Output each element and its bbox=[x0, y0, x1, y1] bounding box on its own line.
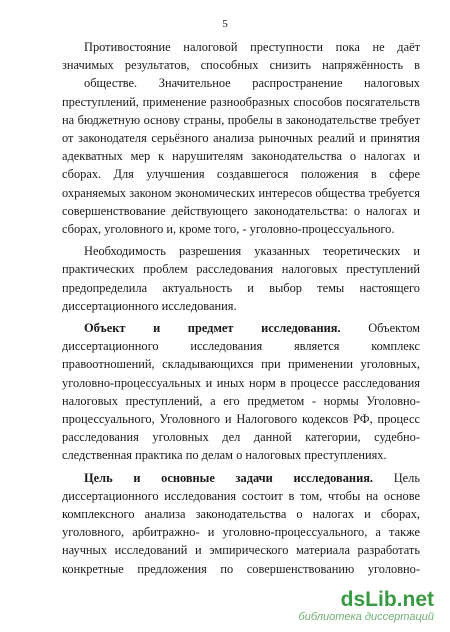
text-line: охраняемых законом экономических интересов общества требуется bbox=[62, 185, 420, 200]
text-line: диссертационного исследования состоит в том, чтобы на основе bbox=[62, 488, 420, 503]
text-line: Объект и предмет исследования. Объектом bbox=[84, 321, 420, 336]
text-line: уголовно-процессуальных и иных норм в процессе расследования bbox=[62, 375, 420, 390]
text-line: уголовного, арбитражно- и уголовно-процессуального, а также bbox=[62, 525, 420, 540]
paragraph-relevance bbox=[62, 242, 420, 315]
text-line: значимых результатов, способных снизить напряжённость в bbox=[62, 58, 420, 73]
text-line: расследования уголовных дел данной категории, судебно- bbox=[62, 430, 420, 445]
section-heading: Цель и основные задачи исследования. bbox=[84, 470, 374, 485]
text-line: от законодателя серьёзного анализа рыночных реалий и принятия bbox=[62, 131, 420, 146]
text-line: сборах, уголовного и, кроме того, - уголовно-процессуального. bbox=[62, 222, 395, 237]
text-line: комплексного анализа законодательства о налогах и сборах, bbox=[62, 507, 420, 522]
text-line: диссертационного исследования является комплекс bbox=[62, 339, 420, 354]
text-line: правоотношений, складывающихся при применении уголовных, bbox=[62, 357, 420, 372]
text-line: налоговых преступлений, а его предметом - нормы Уголовно- bbox=[62, 393, 420, 408]
watermark bbox=[299, 589, 434, 624]
text-line: адекватных мер к нарушителям законодательства о налогах и bbox=[62, 149, 420, 164]
dslib-logo: dsLib.net bbox=[340, 588, 434, 611]
text-line: Цель и основные задачи исследования. Цель bbox=[84, 470, 420, 485]
text-line: на бюджетную основу страны, пробелы в законодательстве требует bbox=[62, 112, 420, 127]
paragraph-object-subject bbox=[62, 319, 420, 465]
text-line: следственная практика по делам о налоговых преступлениях. bbox=[62, 448, 387, 463]
text-line: диссертационного исследования. bbox=[62, 298, 237, 313]
paragraph-intro bbox=[62, 38, 420, 238]
paragraph-goal-tasks bbox=[62, 469, 420, 578]
text-line: преступлений, применение разнообразных способов посягательств bbox=[62, 94, 420, 109]
dslib-tagline: библиотека диссертаций bbox=[298, 611, 434, 623]
text-line: научных исследований и эмпирического материала разработать bbox=[62, 543, 420, 558]
text-line: конкретные предложения по совершенствованию уголовно- bbox=[62, 561, 420, 576]
document-body bbox=[62, 38, 420, 578]
text-line: предопределила актуальность и выбор темы настоящего bbox=[62, 280, 420, 295]
section-heading: Объект и предмет исследования. bbox=[84, 321, 341, 336]
text-line: обществе. Значительное распространение налоговых bbox=[84, 76, 420, 91]
page-number: 5 bbox=[222, 18, 228, 30]
text-line: Противостояние налоговой преступности пока не даёт bbox=[84, 40, 420, 54]
text-line: практических проблем расследования налоговых преступлений bbox=[62, 262, 420, 277]
text-line: Необходимость разрешения указанных теоретических и bbox=[84, 244, 420, 259]
text-line: процессуального, Уголовного и Налогового кодексов РФ, процесс bbox=[62, 412, 420, 427]
text-line: сборах. Для улучшения создавшегося положения в сфере bbox=[62, 167, 420, 182]
text-line: совершенствование действующего законодательства: о налогах и bbox=[62, 203, 420, 218]
